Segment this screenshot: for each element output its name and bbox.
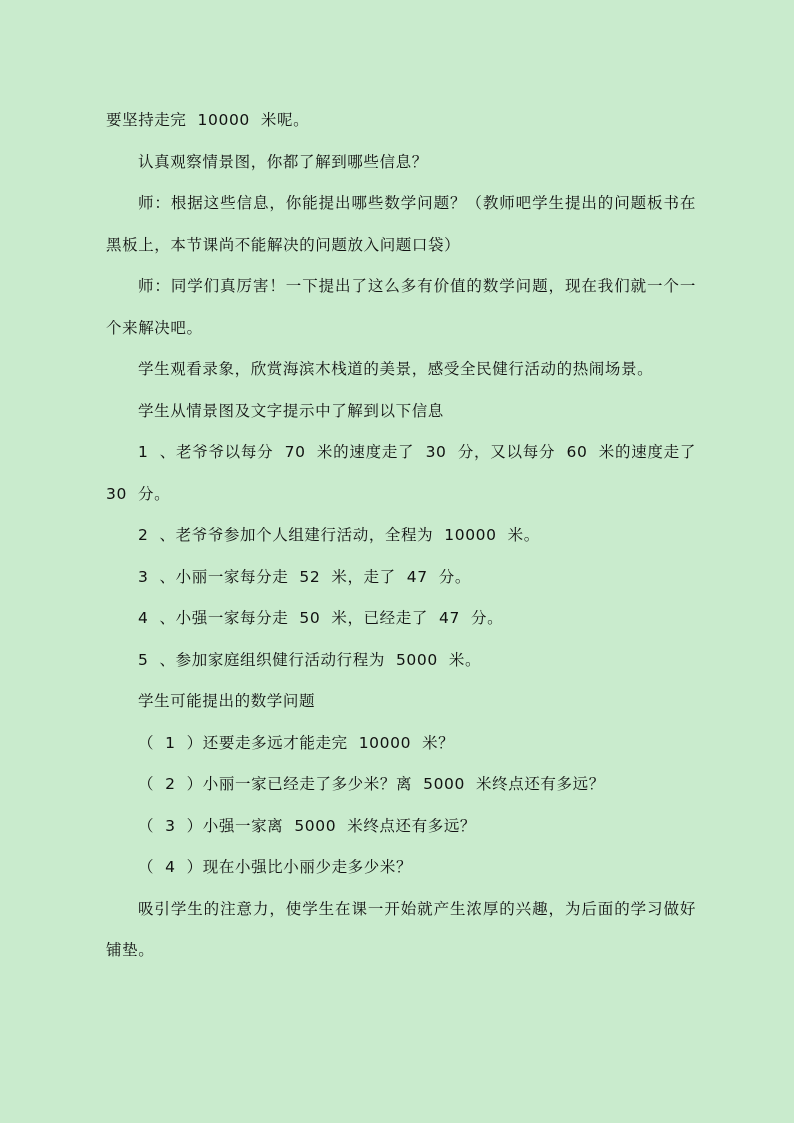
info-item-1: 1 、老爷爷以每分 70 米的速度走了 30 分，又以每分 60 米的速度走了 30 分。 — [106, 443, 708, 503]
paragraph-teacher-question: 师：根据这些信息，你能提出哪些数学问题？（教师吧学生提出的问题板书在黑板上，本节课尚不能解决的问题放入问题口袋） — [106, 194, 696, 254]
info-item-4: 4 、小强一家每分走 50 米，已经走了 47 分。 — [138, 609, 504, 627]
question-item-4: （ 4 ）现在小强比小丽少走多少米？ — [138, 858, 413, 876]
question-item-3: （ 3 ）小强一家离 5000 米终点还有多远？ — [138, 816, 477, 835]
paragraph-questions-intro: 学生可能提出的数学问题 — [138, 692, 316, 710]
paragraph-teacher-praise: 师：同学们真厉害！一下提出了这么多有价值的数学问题，现在我们就一个一个来解决吧。 — [106, 277, 696, 337]
question-item-2: （ 2 ）小丽一家已经走了多少米？离 5000 米终点还有多远？ — [138, 775, 605, 793]
paragraph-video: 学生观看录象，欣赏海滨木栈道的美景，感受全民健行活动的热闹场景。 — [138, 360, 654, 378]
info-item-5: 5 、参加家庭组织健行活动行程为 5000 米。 — [138, 650, 482, 669]
paragraph-summary: 吸引学生的注意力，使学生在课一开始就产生浓厚的兴趣，为后面的学习做好铺垫。 — [106, 899, 696, 959]
document-body — [106, 100, 708, 972]
info-item-3: 3 、小丽一家每分走 52 米，走了 47 分。 — [138, 567, 471, 586]
paragraph-continuation: 要坚持走完 10000 米呢。 — [106, 111, 310, 129]
info-item-2: 2 、老爷爷参加个人组建行活动，全程为 10000 米。 — [138, 526, 540, 544]
paragraph-info-intro: 学生从情景图及文字提示中了解到以下信息 — [138, 401, 444, 420]
paragraph-observe: 认真观察情景图，你都了解到哪些信息？ — [138, 152, 428, 171]
question-item-1: （ 1 ）还要走多远才能走完 10000 米？ — [138, 733, 455, 752]
